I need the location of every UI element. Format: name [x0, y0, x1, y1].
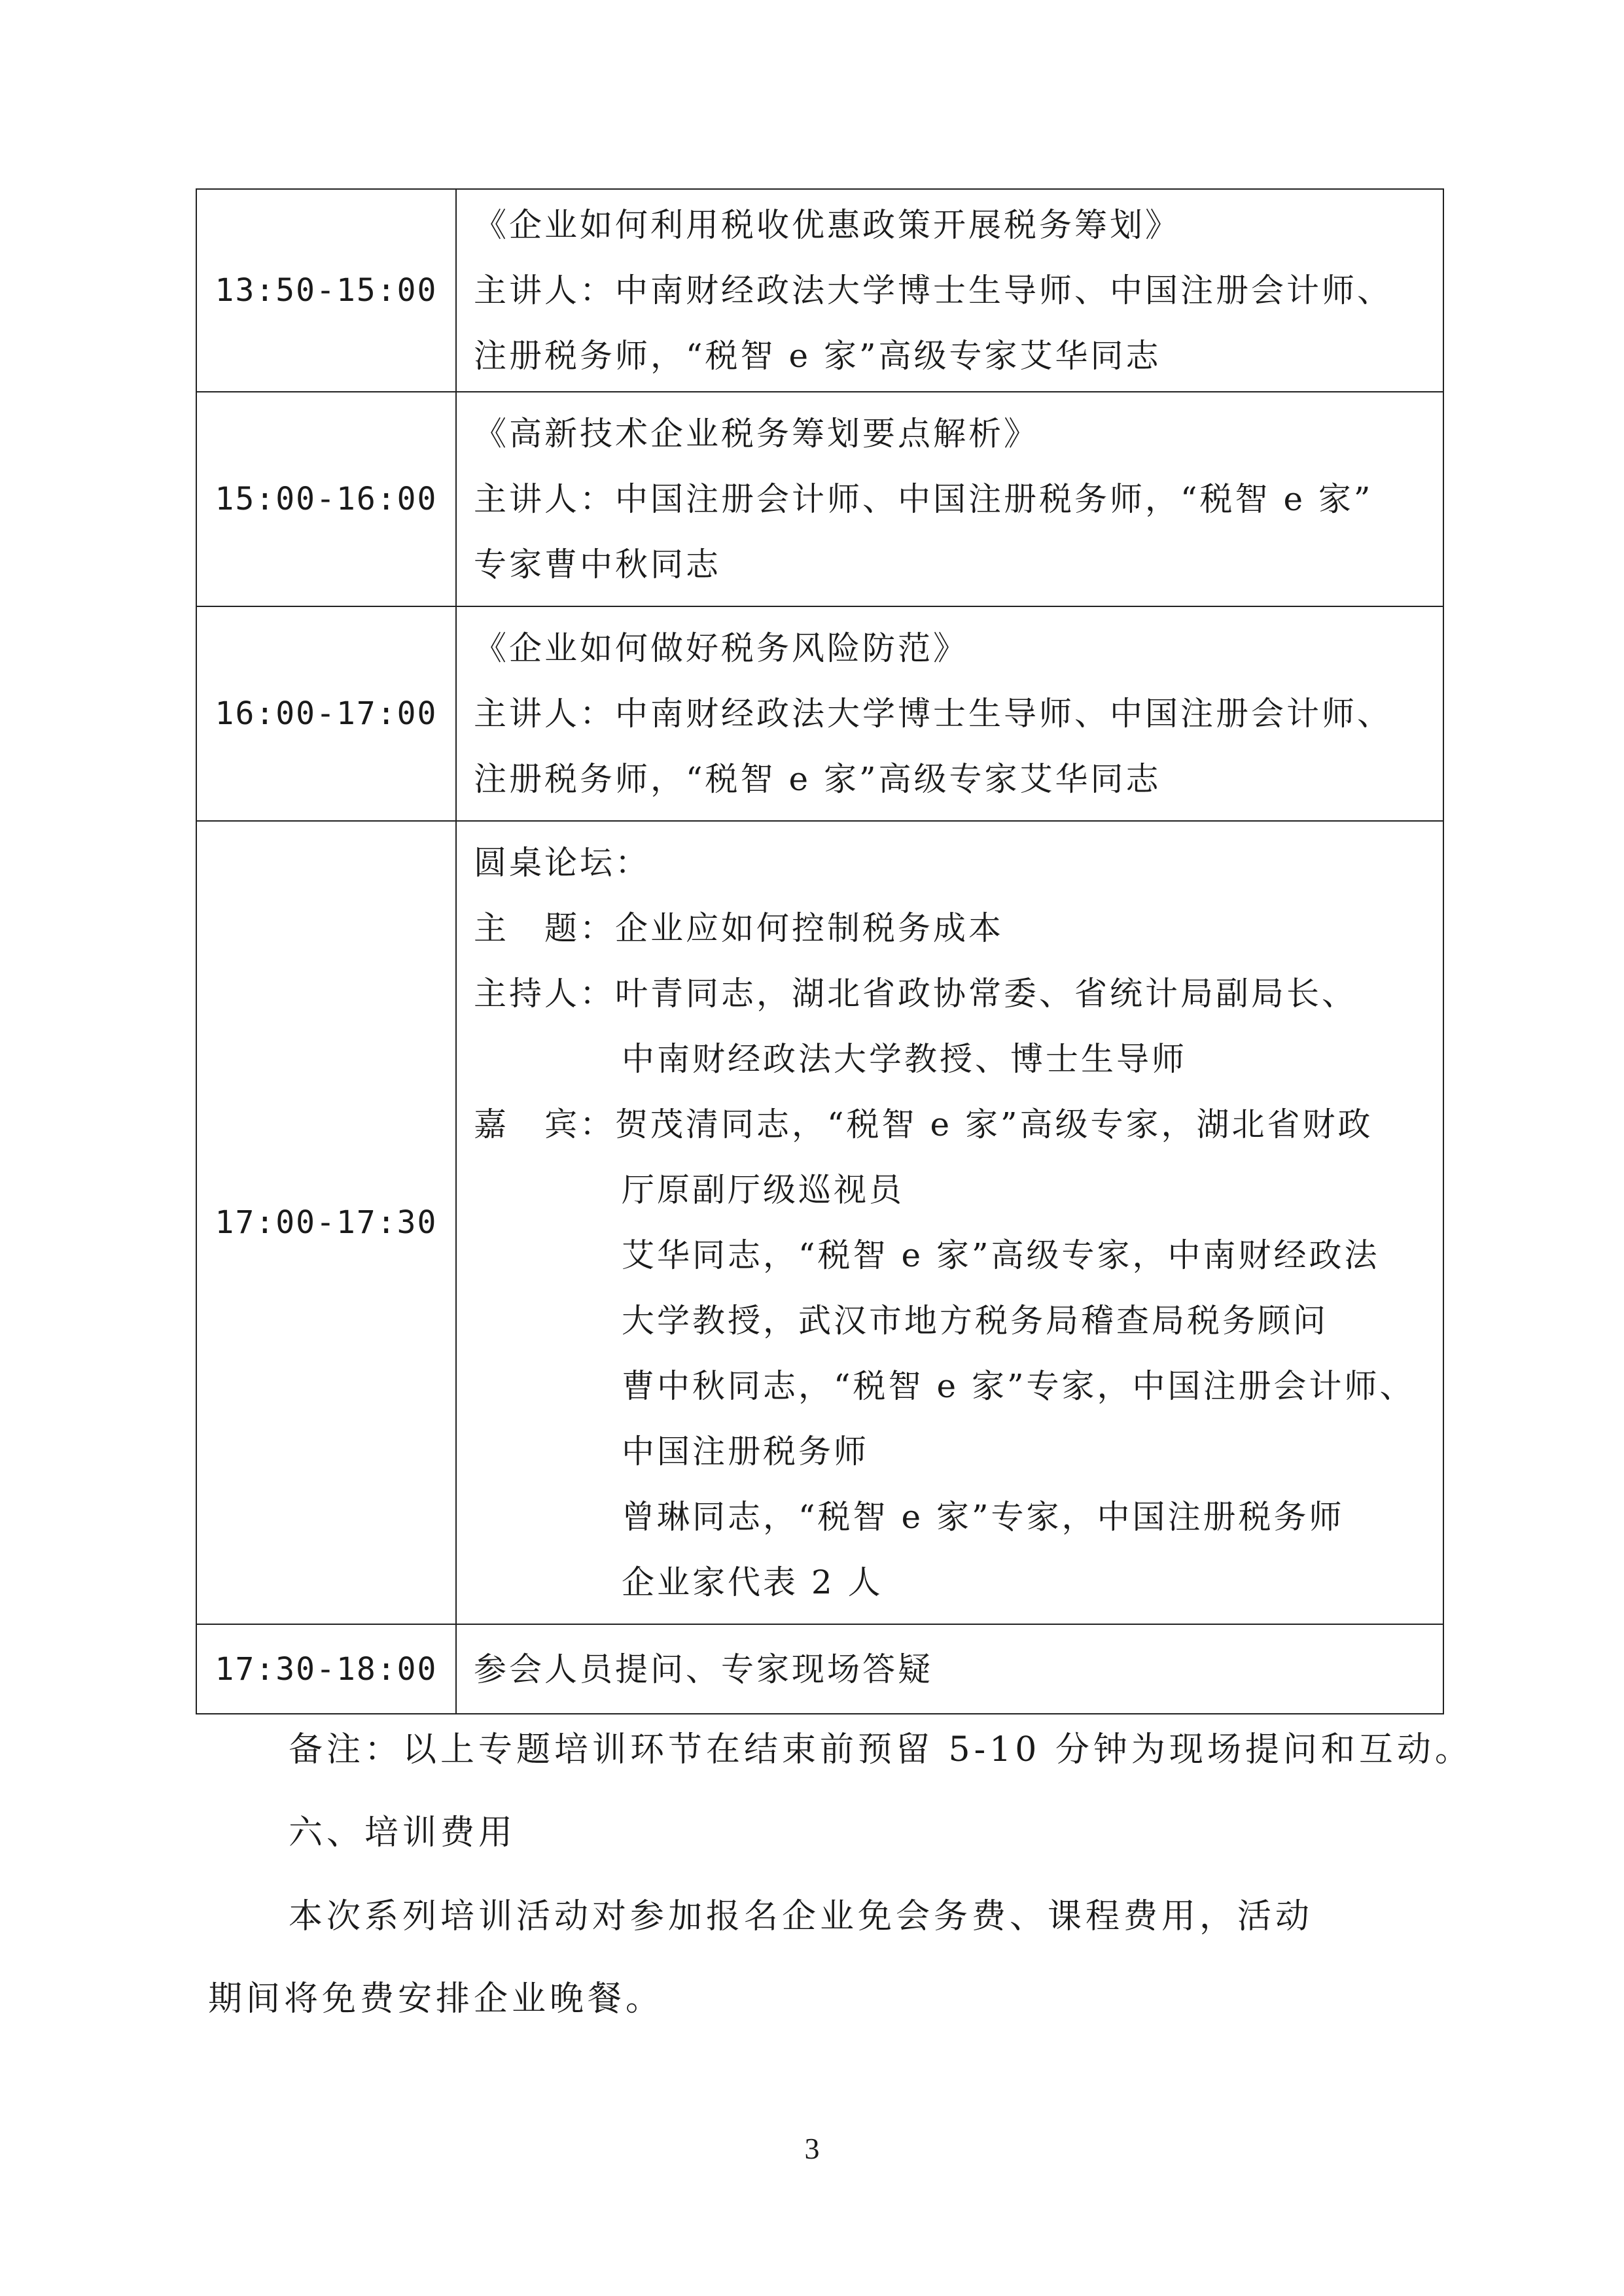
- session-cell: [456, 606, 1443, 821]
- roundtable-guest: 大学教授，武汉市地方税务局稽查局税务顾问: [622, 1302, 1328, 1340]
- schedule-row: [196, 189, 1443, 392]
- roundtable-guest: 中国注册税务师: [622, 1433, 869, 1470]
- speaker-line: 注册税务师，“税智 e 家”高级专家艾华同志: [474, 760, 1161, 798]
- schedule-row: [196, 1624, 1443, 1714]
- session-title: 《企业如何利用税收优惠政策开展税务筹划》: [474, 206, 1180, 244]
- roundtable-cell: [456, 821, 1443, 1624]
- schedule-table: [196, 188, 1444, 1714]
- time-cell: 17:30-18:00: [196, 1624, 456, 1714]
- body-paragraph-line: 期间将免费安排企业晚餐。: [208, 1979, 664, 2019]
- session-title: 《企业如何做好税务风险防范》: [474, 629, 968, 667]
- roundtable-guest: 嘉 宾：贺茂清同志，“税智 e 家”高级专家，湖北省财政: [474, 1105, 1373, 1143]
- body-paragraph-line: 本次系列培训活动对参加报名企业免会务费、课程费用，活动: [289, 1897, 1314, 1936]
- roundtable-host: 中南财经政法大学教授、博士生导师: [622, 1040, 1187, 1078]
- session-title: 《高新技术企业税务筹划要点解析》: [474, 415, 1039, 453]
- speaker-line: 主讲人：中南财经政法大学博士生导师、中国注册会计师、: [474, 271, 1392, 309]
- speaker-line: 主讲人：中南财经政法大学博士生导师、中国注册会计师、: [474, 695, 1392, 733]
- roundtable-guest: 曾琳同志，“税智 e 家”专家，中国注册税务师: [622, 1498, 1345, 1536]
- time-cell: 16:00-17:00: [196, 606, 456, 821]
- roundtable-host: 主持人：叶青同志，湖北省政协常委、省统计局副局长、: [474, 975, 1357, 1013]
- schedule-row: [196, 606, 1443, 821]
- time-cell: 15:00-16:00: [196, 392, 456, 606]
- roundtable-guest: 厅原副厅级巡视员: [622, 1171, 904, 1209]
- session-cell: [456, 189, 1443, 392]
- section-heading: 六、培训费用: [289, 1813, 517, 1852]
- schedule-row: [196, 392, 1443, 606]
- speaker-line: 主讲人：中国注册会计师、中国注册税务师，“税智 e 家”: [474, 480, 1373, 518]
- roundtable-topic: 主 题：企业应如何控制税务成本: [474, 909, 1004, 947]
- time-cell: 13:50-15:00: [196, 189, 456, 392]
- roundtable-guest: 艾华同志，“税智 e 家”高级专家，中南财经政法: [622, 1236, 1380, 1274]
- roundtable-guest: 企业家代表 2 人: [622, 1563, 883, 1601]
- page-number: 3: [804, 2132, 820, 2165]
- time-cell: 17:00-17:30: [196, 821, 456, 1624]
- qa-session: 参会人员提问、专家现场答疑: [474, 1650, 933, 1688]
- speaker-line: 注册税务师，“税智 e 家”高级专家艾华同志: [474, 337, 1161, 375]
- session-cell: [456, 1624, 1443, 1714]
- schedule-row: [196, 821, 1443, 1624]
- roundtable-title: 圆桌论坛：: [474, 844, 650, 882]
- speaker-line: 专家曹中秋同志: [474, 546, 721, 583]
- schedule-note: 备注：以上专题培训环节在结束前预留 5-10 分钟为现场提问和互动。: [289, 1730, 1473, 1769]
- session-cell: [456, 392, 1443, 606]
- roundtable-guest: 曹中秋同志，“税智 e 家”专家，中国注册会计师、: [622, 1367, 1415, 1405]
